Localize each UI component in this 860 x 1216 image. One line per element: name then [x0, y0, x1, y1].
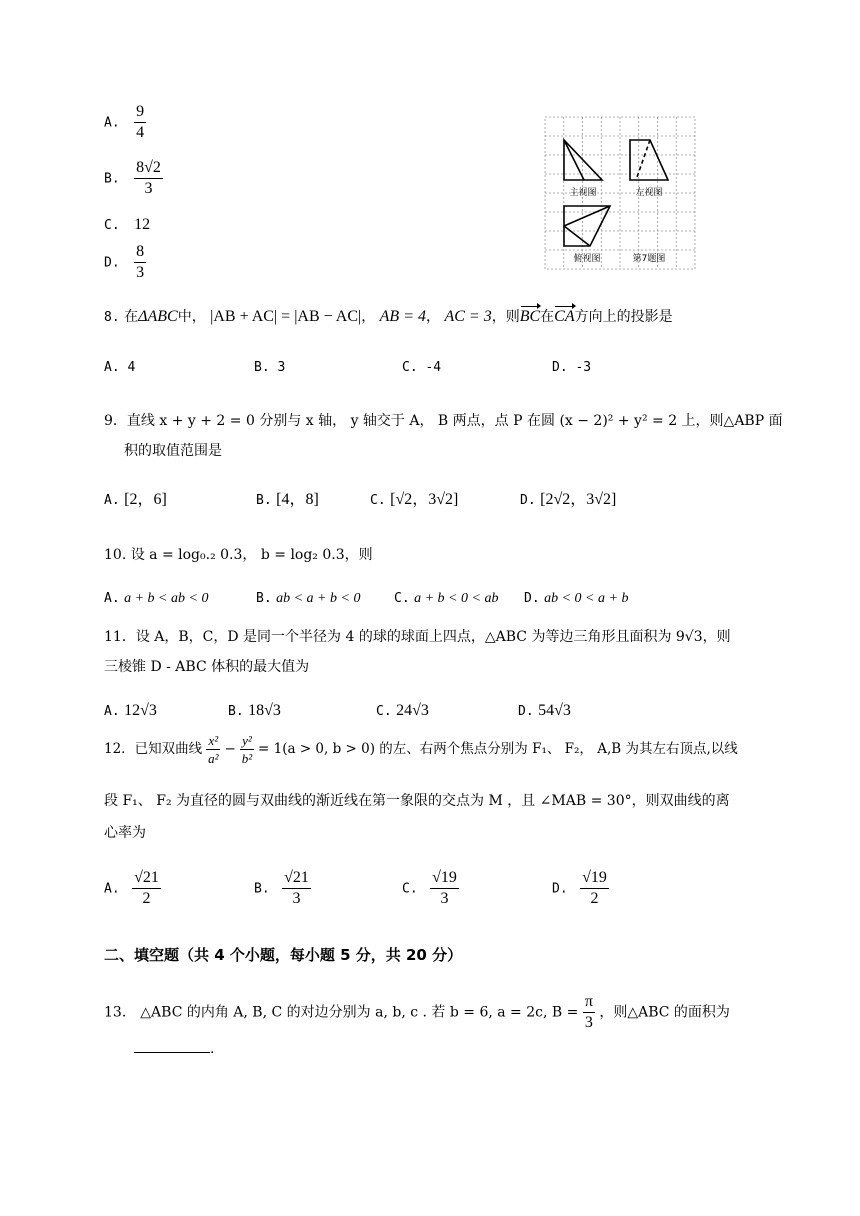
q9-option-c[interactable] [370, 486, 458, 509]
q9-stem-line2: 积的取值范围是 [124, 443, 222, 459]
vector-bc: BC [519, 308, 541, 325]
option-text: [2，6] [124, 491, 167, 508]
q12-equation-rest: = 1(a > 0, b > 0) 的左、右两个焦点分别为 F₁、 F₂， A,B 为其左右顶点,以线 [258, 741, 738, 757]
numerator: y² [242, 733, 252, 748]
option-label: B. [254, 881, 270, 897]
numerator: 9 [134, 104, 146, 123]
q9-option-a[interactable] [104, 486, 167, 509]
q13-stem [104, 994, 730, 1031]
option-text: [√2，3√2] [390, 491, 459, 508]
option-label: D. [520, 493, 536, 508]
fraction-pi-over-3 [583, 994, 595, 1031]
q13-end: . [210, 1041, 215, 1057]
option-label: C. [394, 591, 410, 606]
option-text: 3 [277, 360, 286, 375]
q8-ab: AB = 4 [379, 308, 426, 325]
option-text: -3 [575, 360, 592, 375]
q11-option-b[interactable] [228, 702, 281, 720]
denominator: 3 [440, 890, 449, 907]
denominator: 3 [584, 1014, 593, 1031]
q10-option-d[interactable] [524, 590, 628, 607]
numerator: √21 [282, 870, 311, 889]
fraction [132, 870, 161, 907]
q13-answer-blank[interactable] [134, 1040, 214, 1057]
option-text: [2√2，3√2] [540, 491, 617, 508]
denominator: 3 [144, 180, 153, 197]
option-label: C. [402, 881, 418, 897]
vector-ca: CA [554, 308, 575, 325]
option-label: A. [104, 493, 120, 508]
denominator: 3 [292, 890, 301, 907]
denominator: 3 [136, 264, 145, 281]
q9-stem-line1: 9．直线 x + y + 2 = 0 分别与 x 轴， y 轴交于 A， B 两点，点 P 在圆 (x − 2)² + y² = 2 上，则△ABP 面 [104, 413, 783, 429]
option-label: C. [104, 218, 120, 233]
q12-option-d[interactable] [552, 870, 609, 907]
option-text: 54√3 [538, 702, 571, 719]
q12-stem-line1 [104, 734, 738, 765]
q7-option-c[interactable] [104, 216, 150, 234]
q8-triangle: ΔABC [138, 308, 178, 325]
option-text: 24√3 [396, 702, 429, 719]
q12-stem-line2: 段 F₁、 F₂ 为直径的圆与双曲线的渐近线在第一象限的交点为 M ，且 ∠MAB = 30°，则双曲线的离 [104, 793, 730, 809]
option-label: D. [552, 360, 568, 375]
q8-text-end: 方向上的投影是 [574, 309, 673, 325]
option-label: B. [256, 591, 272, 606]
numerator: x² [208, 733, 219, 748]
option-label: A. [104, 115, 120, 131]
minus-sign: − [224, 741, 236, 757]
q11-stem-line1: 11．设 A，B，C，D 是同一个半径为 4 的球的球面上四点，△ABC 为等边三角形且面积为 9√3，则 [104, 629, 731, 645]
option-label: A. [104, 591, 120, 606]
section-heading: 二、填空题（共 4 个小题，每小题 5 分，共 20 分） [104, 946, 463, 964]
fraction-x [206, 734, 220, 765]
fraction [134, 160, 163, 197]
q10-option-a[interactable] [104, 590, 208, 607]
option-label: D. [552, 881, 568, 897]
fraction [134, 244, 146, 281]
fraction-y [240, 734, 254, 765]
q12-stem-line3: 心率为 [104, 825, 146, 841]
denominator: b² [241, 751, 253, 766]
q13-lead: 13. △ABC 的内角 A, B, C 的对边分别为 a, b, c . 若 b = 6, a = 2c, B = [104, 1004, 579, 1021]
q7-option-d[interactable] [104, 244, 146, 281]
q8-text-in: 在 [124, 309, 139, 325]
q12-option-a[interactable] [104, 870, 161, 907]
q7-option-b[interactable] [104, 160, 163, 197]
option-label: B. [104, 171, 120, 187]
q12-option-b[interactable] [254, 870, 311, 907]
caption-front-view: 主视图 [569, 188, 597, 198]
option-label: B. [256, 493, 272, 508]
option-text: 12√3 [124, 702, 157, 719]
option-text: a + b < ab < 0 [124, 591, 209, 606]
answer-blank-line [134, 1040, 210, 1053]
q9-option-d[interactable] [520, 486, 616, 509]
option-label: D. [518, 704, 534, 719]
fraction [282, 870, 311, 907]
fraction [134, 104, 146, 141]
q10-option-b[interactable] [256, 590, 360, 607]
numerator: √19 [430, 870, 459, 889]
q11-option-c[interactable] [376, 702, 429, 720]
option-text: 4 [127, 360, 136, 375]
q12-option-c[interactable] [402, 870, 459, 907]
q8-option-b[interactable] [254, 360, 285, 375]
option-label: A. [104, 704, 120, 719]
q8-option-c[interactable] [402, 360, 441, 375]
q8-ac: AC = 3 [444, 308, 492, 325]
option-text: -4 [425, 360, 442, 375]
option-label: C. [370, 493, 386, 508]
caption-side-view: 左视图 [635, 188, 663, 198]
caption-figure-name: 第7题图 [632, 254, 666, 264]
option-label: B. [254, 360, 270, 375]
option-text: ab < 0 < a + b [544, 591, 629, 606]
option-label: D. [104, 255, 120, 271]
q8-stem: 8. 在ΔABC中， |AB + AC| = |AB − AC|， AB = 4， AC = 3，则BC在CA方向上的投影是 [104, 308, 673, 325]
denominator: 2 [142, 890, 151, 907]
q8-option-a[interactable] [104, 360, 135, 375]
q8-condition: |AB + AC| = |AB − AC| [210, 308, 362, 325]
denominator: 2 [590, 890, 599, 907]
option-text: 12 [134, 216, 151, 233]
q10-option-c[interactable] [394, 590, 498, 607]
q13-tail: ，则△ABC 的面积为 [599, 1004, 730, 1021]
question-number: 8. [104, 310, 120, 325]
option-label: C. [402, 360, 418, 375]
numerator: 8 [134, 244, 146, 263]
numerator: √21 [132, 870, 161, 889]
option-label: A. [104, 881, 120, 897]
caption-top-view: 俯视图 [573, 254, 601, 264]
fraction [430, 870, 459, 907]
q7-option-a[interactable] [104, 104, 146, 141]
option-text: ab < a + b < 0 [276, 591, 361, 606]
option-text: [4，8] [276, 491, 319, 508]
option-label: A. [104, 360, 120, 375]
option-text: a + b < 0 < ab [414, 591, 499, 606]
numerator: π [583, 994, 595, 1013]
option-label: B. [228, 704, 244, 719]
q11-stem-line2: 三棱锥 D - ABC 体积的最大值为 [104, 659, 310, 675]
q8-text-ze: ，则 [491, 309, 520, 325]
q8-text-zai: 在 [540, 309, 555, 325]
denominator: 4 [136, 124, 145, 141]
q8-text-zhong: 中， [177, 309, 206, 325]
numerator: √19 [580, 870, 609, 889]
numerator: 8√2 [134, 160, 163, 179]
fraction [580, 870, 609, 907]
option-text: 18√3 [248, 702, 281, 719]
q11-option-d[interactable] [518, 702, 571, 720]
option-label: D. [524, 591, 540, 606]
option-label: C. [376, 704, 392, 719]
q11-option-a[interactable] [104, 702, 157, 720]
three-view-figure [544, 116, 696, 270]
q8-option-d[interactable] [552, 360, 591, 375]
q10-stem: 10. 设 a = log₀.₂ 0.3， b = log₂ 0.3，则 [104, 547, 373, 563]
q12-lead: 12．已知双曲线 [104, 741, 203, 757]
denominator: a² [208, 751, 219, 766]
q9-option-b[interactable] [256, 486, 319, 509]
